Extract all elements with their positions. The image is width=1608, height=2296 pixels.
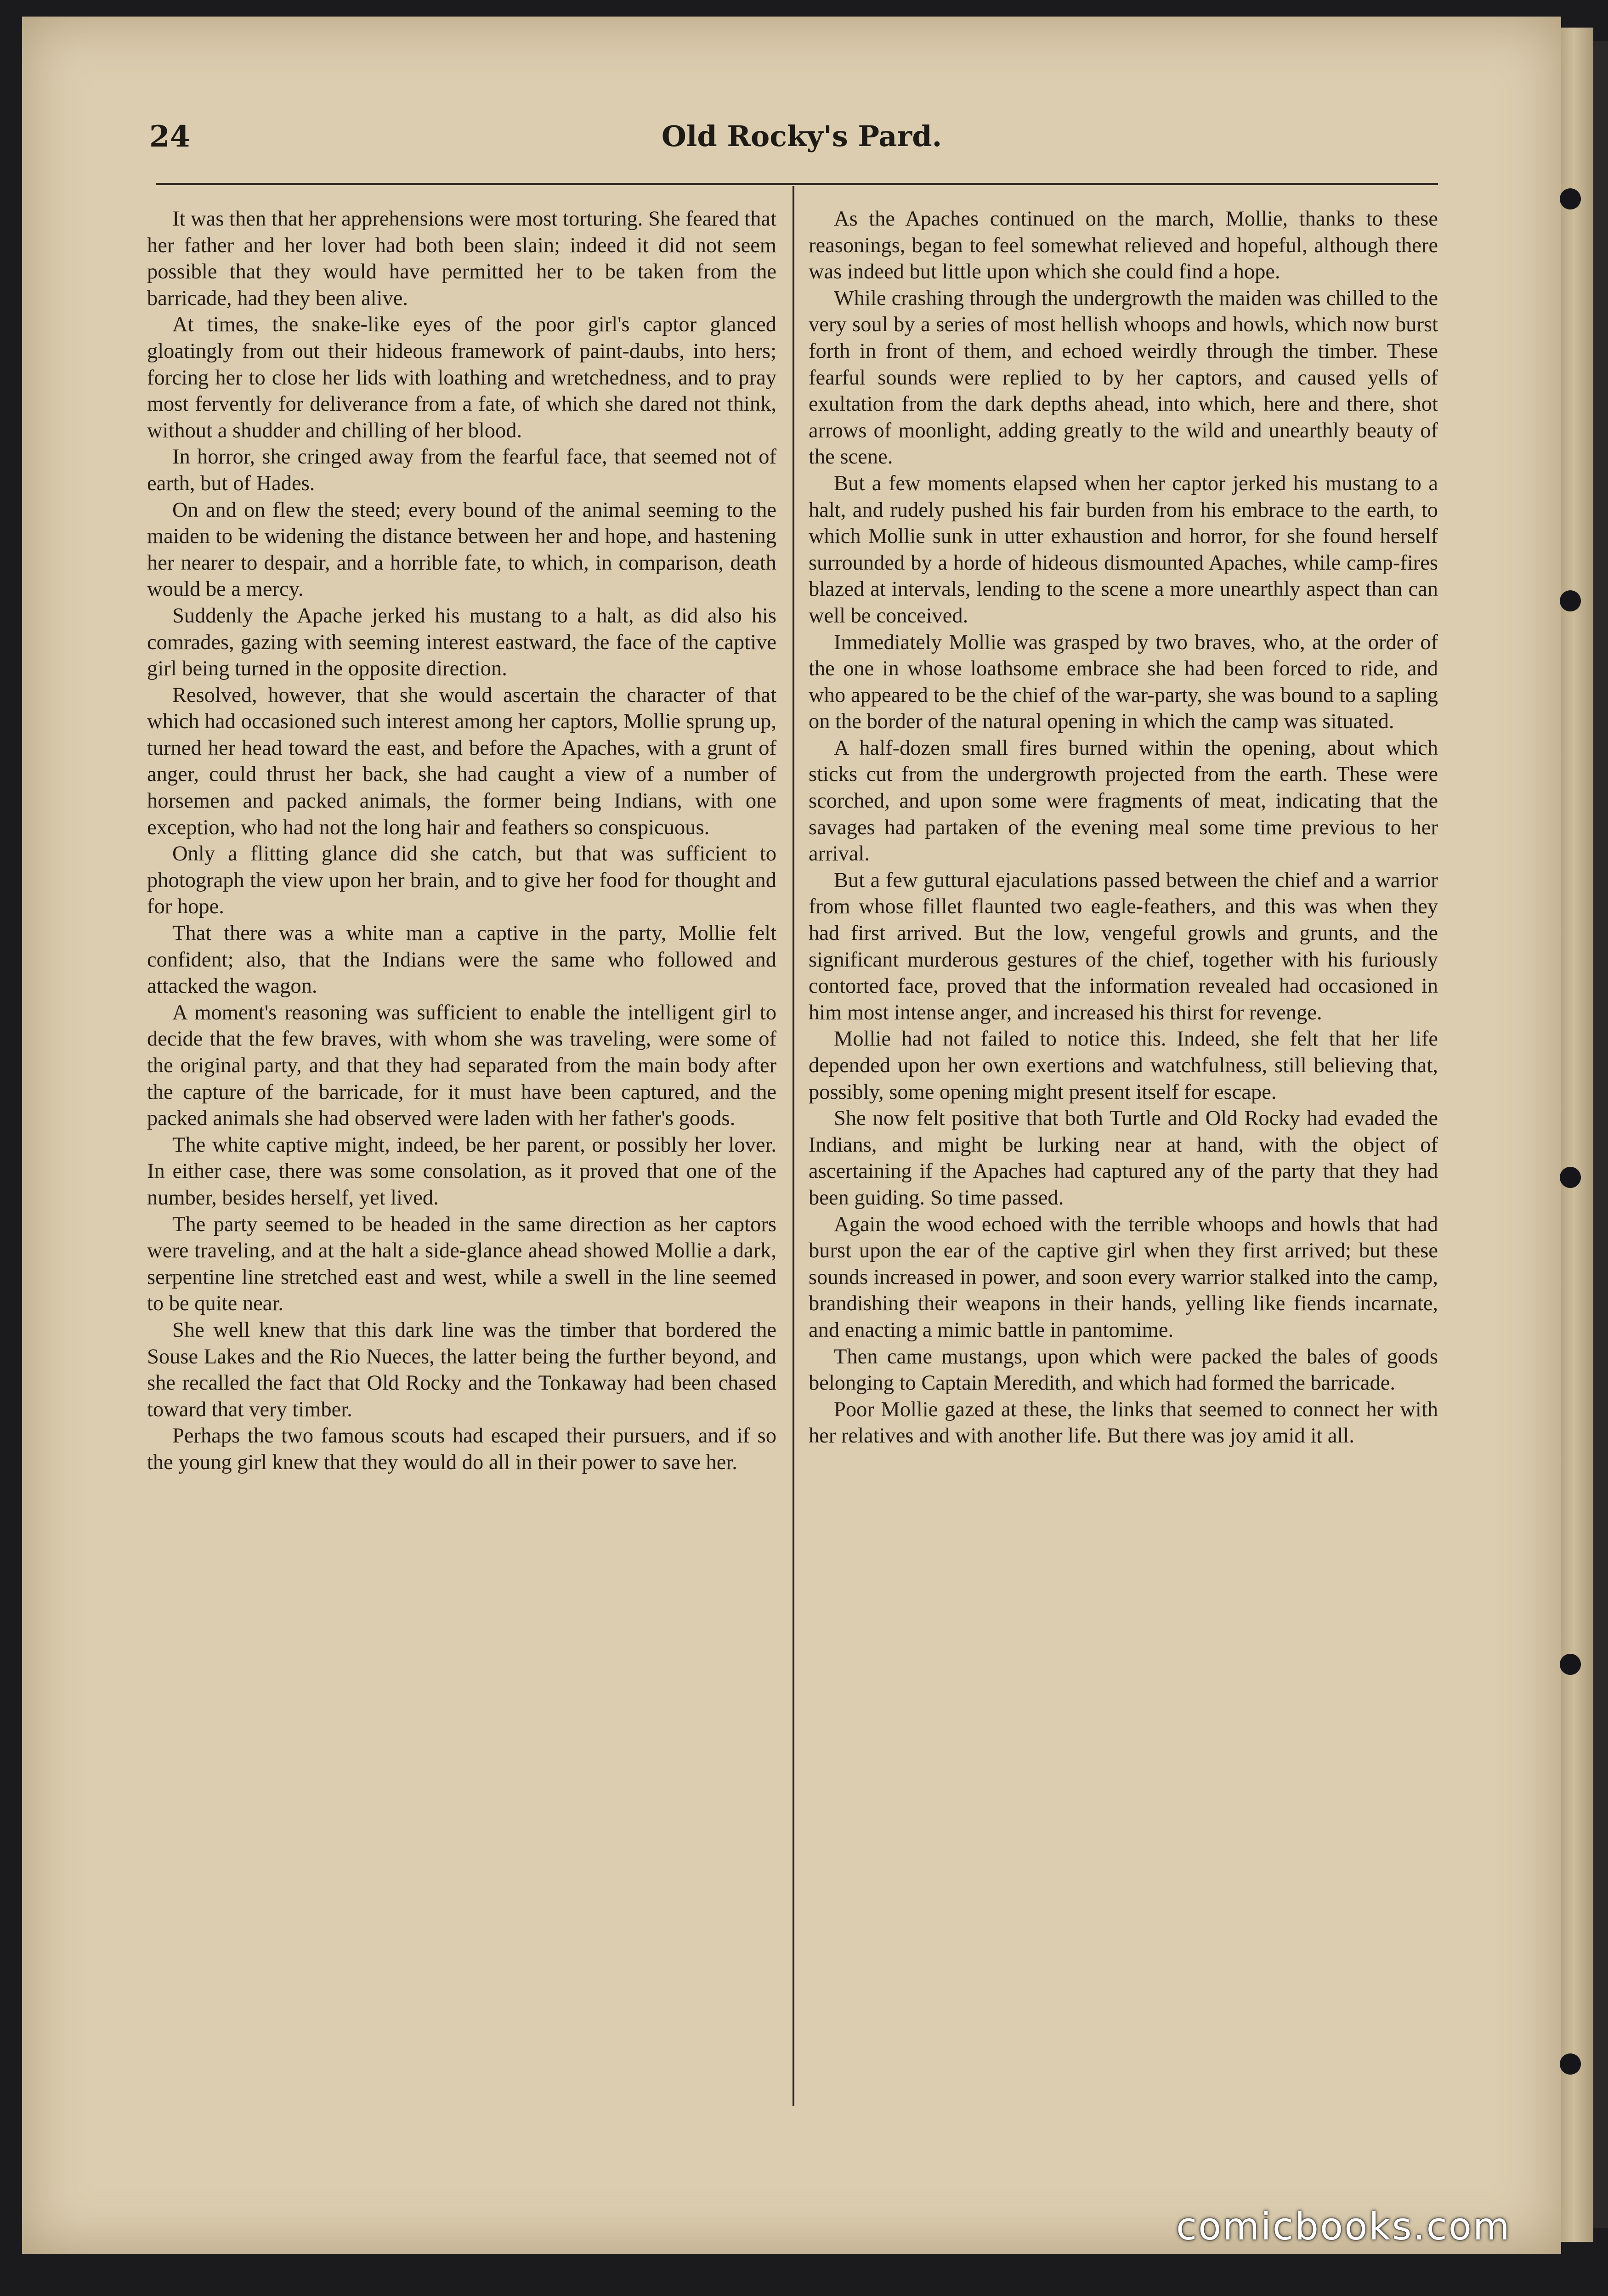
binding-hole-icon (1560, 590, 1581, 611)
paragraph: The party seemed to be headed in the same direction as her captors were traveling, and at the halt a side-glance ahead showed Mollie a dark, serpentine line stretched east and west, while a swell in the line seemed to be quite near. (147, 1212, 776, 1316)
paragraph: The white captive might, indeed, be her parent, or possibly her lover. In either case, there was some consolation, as it proved that one of the number, besides herself, yet lived. (147, 1133, 776, 1210)
paragraph: Suddenly the Apache jerked his mustang to a halt, as did also his comrades, gazing with seeming interest eastward, the face of the captive girl being turned in the opposite direction. (147, 604, 776, 681)
paragraph: She well knew that this dark line was the timber that bordered the Souse Lakes and the Rio Nueces, the latter being the further beyond, and she recalled the fact that Old Rocky and the Tonkaway had been chased toward that very timber. (147, 1318, 776, 1421)
paragraph: But a few guttural ejaculations passed between the chief and a warrior from whose fillet flaunted two eagle-feathers, and this was when they had first arrived. But the low, vengeful growls and grunts, and the significant murderous gestures of the chief, together with his furiously contorted face, proved that the information revealed had occasioned in him most intense anger, and increased his thirst for revenge. (809, 868, 1438, 1024)
paragraph: Mollie had not failed to notice this. Indeed, she felt that her life depended upon her own exertions and watchfulness, still believing that, possibly, some opening might present itself for escape. (809, 1027, 1438, 1104)
paragraph: As the Apaches continued on the march, Mollie, thanks to these reasonings, began to feel somewhat relieved and hopeful, although there was indeed but little upon which she could find a hope. (809, 207, 1438, 284)
page-edge-shadow (1593, 41, 1608, 2228)
paragraph: But a few moments elapsed when her captor jerked his mustang to a halt, and rudely pushed his fair burden from his embrace to the earth, to which Mollie sunk in utter exhaustion and horror, for she found herself surrounded by a horde of hideous dismounted Apaches, while camp-fires blazed at intervals, lending to the scene a more unearthly aspect than can well be conceived. (809, 471, 1438, 628)
paragraph: Then came mustangs, upon which were packed the bales of goods belonging to Captain Meredith, and which had formed the barricade. (809, 1345, 1438, 1395)
paragraph: That there was a white man a captive in the party, Mollie felt confident; also, that the Indians were the same who followed and attacked the wagon. (147, 922, 776, 998)
paragraph: On and on flew the steed; every bound of the animal seeming to the maiden to be widening the distance between her and hope, and hastening her nearer to despair, and a horrible fate, to which, in comparison, death would be a mercy. (147, 498, 776, 601)
binding-hole-icon (1560, 1167, 1581, 1188)
right-column (809, 206, 1438, 2117)
paragraph: Immediately Mollie was grasped by two braves, who, at the order of the one in whose loathsome embrace she had been forced to ride, and who appeared to be the chief of the war-party, she was bound to a sapling on the border of the natural opening in which the camp was situated. (809, 630, 1438, 734)
paragraph: At times, the snake-like eyes of the poor girl's captor glanced gloatingly from out their hideous framework of paint-daubs, into hers; forcing her to close her lids with loathing and wretchedness, and to pray most fervently for deliverance from a fate, of which she dared not think, without a shudder and chilling of her blood. (147, 313, 776, 442)
paragraph: In horror, she cringed away from the fearful face, that seemed not of earth, but of Hades. (147, 445, 776, 495)
paragraph: Perhaps the two famous scouts had escaped their pursuers, and if so the young girl knew that they would do all in their power to save her. (147, 1424, 776, 1474)
left-column (147, 206, 776, 2117)
paragraph: Only a flitting glance did she catch, but that was sufficient to photograph the view upon her brain, and to give her food for thought and for hope. (147, 842, 776, 919)
binding-hole-icon (1560, 188, 1581, 209)
watermark: comicbooks.com (1176, 2205, 1511, 2249)
paragraph: A moment's reasoning was sufficient to enable the intelligent girl to decide that the few braves, with whom she was traveling, were some of the original party, and that they had separated from the main body after the capture of the barricade, for it must have been captured, and the packed animals she had observed were laden with her father's goods. (147, 1001, 776, 1131)
binding-hole-icon (1560, 2053, 1581, 2075)
paragraph: She now felt positive that both Turtle and Old Rocky had evaded the Indians, and might be lurking near at hand, with the object of ascertaining if the Apaches had captured any of the party that they had been guiding. So time passed. (809, 1107, 1438, 1210)
paragraph: Resolved, however, that she would ascertain the character of that which had occasioned such interest among her captors, Mollie sprung up, turned her head toward the east, and before the Apaches, with a grunt of anger, could thrust her back, she had caught a view of a number of horsemen and packed animals, the former being Indians, with one exception, who had not the long hair and feathers so conspicuous. (147, 683, 776, 839)
header-rule (156, 183, 1438, 185)
column-divider (793, 186, 794, 2106)
paragraph: Again the wood echoed with the terrible whoops and howls that had burst upon the ear of the captive girl when they first arrived; but these sounds increased in power, and soon every warrior stalked into the camp, brandishing their weapons in their hands, yelling like fiends incarnate, and enacting a mimic battle in pantomime. (809, 1212, 1438, 1342)
page-number: 24 (149, 119, 191, 154)
paragraph: It was then that her apprehensions were most torturing. She feared that her father and her lover had both been slain; indeed it did not seem possible that they would have permitted her to be taken from the barricade, had they been alive. (147, 207, 776, 310)
page-edge (1561, 28, 1593, 2242)
paragraph: Poor Mollie gazed at these, the links that seemed to connect her with her relatives and with another life. But there was joy amid it all. (809, 1397, 1438, 1448)
page-header (126, 110, 1477, 165)
binding-hole-icon (1560, 1654, 1581, 1675)
running-title: Old Rocky's Pard. (661, 119, 942, 153)
paragraph: While crashing through the undergrowth the maiden was chilled to the very soul by a series of most hellish whoops and howls, which now burst forth in front of them, and echoed weirdly through the timber. These fearful sounds were replied to by her captors, and caused yells of exultation from the dark depths ahead, into which, here and there, shot arrows of moonlight, adding greatly to the wild and unearthly beauty of the scene. (809, 286, 1438, 469)
paragraph: A half-dozen small fires burned within the opening, about which sticks cut from the undergrowth projected from the earth. These were scorched, and upon some were fragments of meat, indicating that the savages had partaken of the evening meal some time previous to her arrival. (809, 736, 1438, 866)
